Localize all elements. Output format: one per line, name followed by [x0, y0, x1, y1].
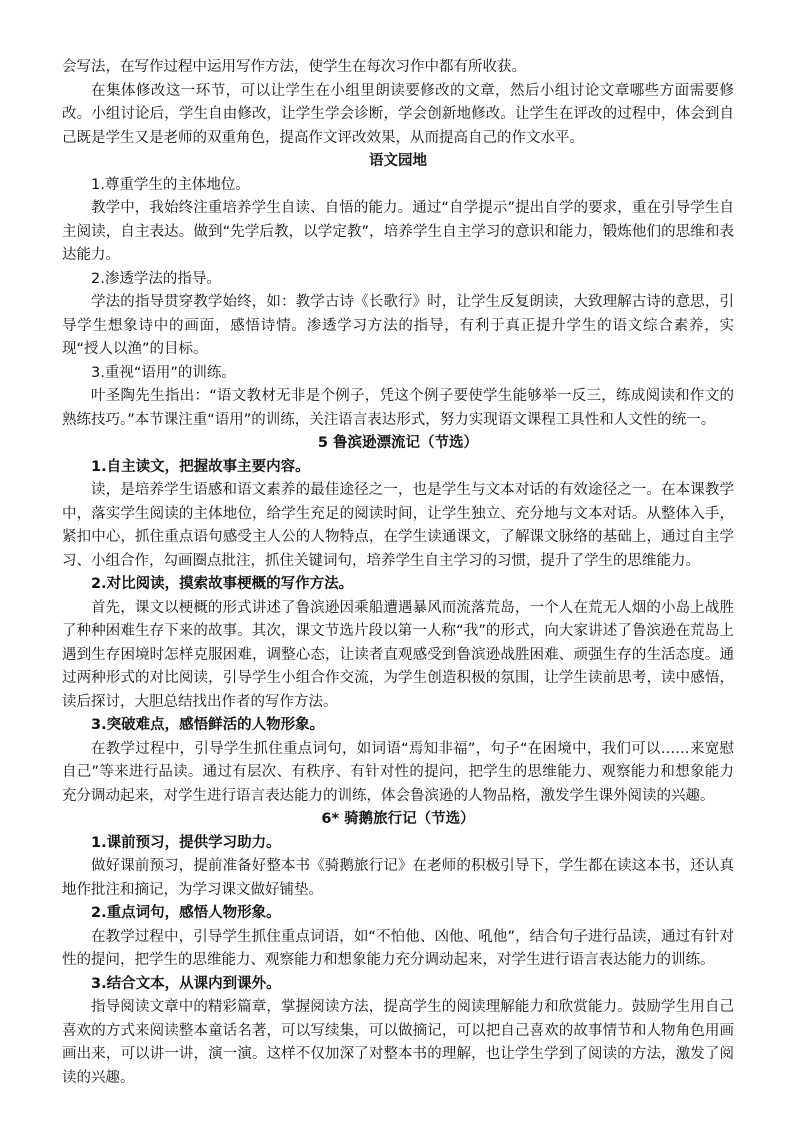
paragraph: 在集体修改这一环节，可以让学生在小组里朗读要修改的文章，然后小组讨论文章哪些方面需要修改。小组讨论后，学生自由修改，让学生学会诊断，学会创新地修改。让学生在评改的过程中，体会到自己既是学生又是老师的双重角色，提高作文评改效果，从而提高自己的作文水平。 [62, 82, 734, 146]
subheading: 2.渗透学法的指导。 [91, 270, 221, 287]
paragraph: 读，是培养学生语感和语文素养的最佳途径之一，也是学生与文本对话的有效途径之一。在本课教学中，落实学生阅读的主体地位，给学生充足的阅读时间，让学生独立、充分地与文本对话。从整体入手，紧扣中心，抓住重点语句感受主人公的人物特点，在学生读通课文，了解课文脉络的基础上，通过自主学习、小组合作，勾画圈点批注，抓住关键词句，培养学生自主学习的习惯，提升了学生的思维能力。 [62, 482, 734, 569]
subheading: 3.突破难点，感悟鲜活的人物形象。 [91, 717, 325, 733]
paragraph: 在教学过程中，引导学生抓住重点词句，如词语“焉知非福”，句子“在困境中，我们可以……来宽慰自己”等来进行品读。通过有层次、有秩序、有针对性的提问，把学生的思维能力、观察能力和想象能力充分调动起来，对学生进行语言表达能力的训练，体会鲁滨逊的人物品格，激发学生课外阅读的兴趣。 [62, 740, 734, 804]
section-title-yuwen: 语文园地 [369, 153, 427, 169]
subheading: 2.重点词句，感悟人物形象。 [91, 905, 281, 921]
subheading: 1.尊重学生的主体地位。 [91, 176, 250, 193]
paragraph: 在教学过程中，引导学生抓住重点词语，如“不怕他、凶他、吼他”，结合句子进行品读，通过有针对性的提问，把学生的思维能力、观察能力和想象能力充分调动起来，对学生进行语言表达能力的训练。 [62, 928, 734, 968]
subheading: 3.重视“语用”的训练。 [91, 364, 236, 381]
subheading: 1.课前预习，提供学习助力。 [91, 834, 281, 851]
paragraph: 教学中，我始终注重培养学生自读、自悟的能力。通过“自学提示”提出自学的要求，重在引导学生自主阅读，自主表达。做到“先学后教，以学定教”，培养学生自主学习的意识和能力，锻炼他们的思维和表达能力。 [62, 200, 734, 263]
paragraph: 会写法，在写作过程中运用写作方法，使学生在每次习作中都有所收获。 [62, 59, 526, 75]
subheading: 2.对比阅读，摸索故事梗概的写作方法。 [91, 576, 354, 592]
subheading: 3.结合文本，从课内到课外。 [91, 975, 281, 992]
subheading: 1.自主读文，把握故事主要内容。 [91, 458, 310, 475]
section-title-lubinxun: 5 鲁滨逊漂流记（节选） [317, 435, 479, 451]
paragraph: 指导阅读文章中的精彩篇章，掌握阅读方法，提高学生的阅读理解能力和欣赏能力。鼓励学生用自己喜欢的方式来阅读整本童话名著，可以写续集，可以做摘记，可以把自己喜欢的故事情节和人物角色用画画出来，可以讲一讲，演一演。这样不仅加深了对整本书的理解，也让学生学到了阅读的方法，激发了阅读的兴趣。 [62, 999, 734, 1086]
section-title-qie: 6* 骑鹅旅行记（节选） [321, 811, 475, 827]
paragraph: 学法的指导贯穿教学始终，如：教学古诗《长歌行》时，让学生反复朗读，大致理解古诗的意思，引导学生想象诗中的画面，感悟诗情。渗透学习方法的指导，有利于真正提升学生的语文综合素养，实现“授人以渔”的目标。 [62, 294, 734, 357]
document-page [62, 56, 734, 1090]
paragraph: 叶圣陶先生指出：“语文教材无非是个例子，凭这个例子要使学生能够举一反三，练成阅读和作文的熟练技巧。”本节课注重“语用”的训练，关注语言表达形式，努力实现语文课程工具性和人文性的统一。 [62, 388, 734, 428]
paragraph: 做好课前预习，提前准备好整本书《骑鹅旅行记》在老师的积极引导下，学生都在读这本书，还认真地作批注和摘记，为学习课文做好铺垫。 [62, 858, 734, 898]
paragraph: 首先，课文以梗概的形式讲述了鲁滨逊因乘船遭遇暴风而流落荒岛，一个人在荒无人烟的小岛上战胜了种种困难生存下来的故事。其次，课文节选片段以第一人称“我”的形式，向大家讲述了鲁滨逊在荒岛上遇到生存困境时怎样克服困难，调整心态，让读者直观感受到鲁滨逊战胜困难、顽强生存的生活态度。通过两种形式的对比阅读，引导学生小组合作交流，为学生创造积极的氛围，让学生读前思考，读中感悟，读后探讨，大胆总结找出作者的写作方法。 [62, 599, 734, 710]
